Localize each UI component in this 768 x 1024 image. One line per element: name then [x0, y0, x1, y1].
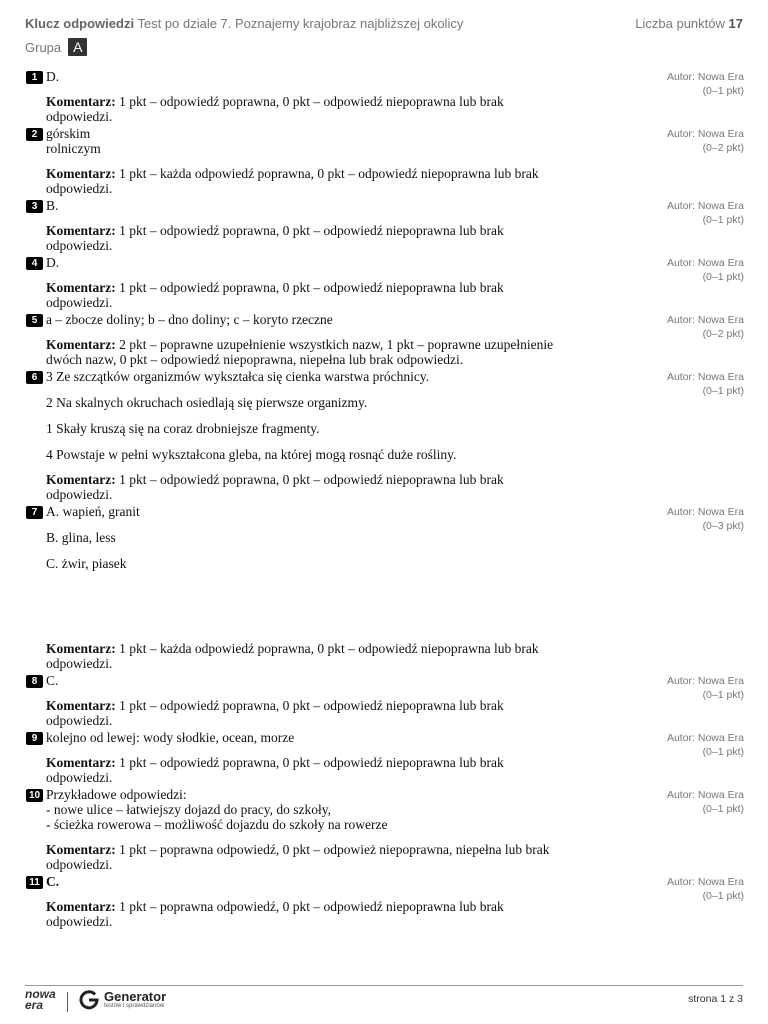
- question-item: [26, 673, 744, 728]
- question-item: [26, 69, 744, 124]
- comment: [46, 842, 556, 872]
- answer-list: [26, 69, 744, 931]
- points-range: (0–2 pkt): [702, 328, 744, 340]
- question-number: 8: [26, 675, 43, 688]
- author-info: [667, 70, 744, 98]
- answer: [46, 874, 59, 889]
- comment-text: 1 pkt – każda odpowiedź poprawna, 0 pkt – odpowiedź niepoprawna lub brak odpowiedzi.: [46, 166, 539, 196]
- comment-label: Komentarz:: [46, 223, 116, 238]
- points-range: (0–1 pkt): [702, 746, 744, 758]
- answer-key-label: Klucz odpowiedzi: [25, 16, 135, 31]
- comment: [46, 698, 556, 728]
- answer: [46, 255, 59, 270]
- comment-label: Komentarz:: [46, 641, 116, 656]
- group: [25, 38, 743, 56]
- answer-line: 3 Ze szczątków organizmów wykształca się cienka warstwa próchnicy.: [46, 369, 430, 384]
- author: Autor: Nowa Era: [666, 128, 744, 140]
- points-range: (0–3 pkt): [702, 520, 744, 532]
- answer-line: - nowe ulice – łatwiejszy dojazd do pracy, do szkoły,: [46, 802, 332, 817]
- answer-line: rolniczym: [46, 141, 101, 156]
- comment-text: 1 pkt – poprawna odpowiedź, 0 pkt – odpowiedź niepoprawna lub brak odpowiedzi.: [46, 899, 504, 929]
- author-info: [667, 731, 744, 759]
- comment-text: 1 pkt – odpowiedź poprawna, 0 pkt – odpowiedź niepoprawna lub brak odpowiedzi.: [46, 223, 504, 253]
- comment: [46, 223, 556, 253]
- author: Autor: Nowa Era: [666, 71, 744, 83]
- author: Autor: Nowa Era: [666, 876, 744, 888]
- points-range: (0–1 pkt): [702, 214, 744, 226]
- question-number: 1: [26, 71, 43, 84]
- comment: [46, 755, 556, 785]
- points-range: (0–1 pkt): [702, 271, 744, 283]
- comment-label: Komentarz:: [46, 472, 116, 487]
- answer-line: D.: [46, 69, 60, 84]
- answer: [46, 126, 101, 156]
- comment-label: Komentarz:: [46, 166, 116, 181]
- answer: [46, 198, 58, 213]
- question-number: 10: [26, 789, 43, 802]
- question-number: 2: [26, 128, 43, 141]
- comment-text: 1 pkt – odpowiedź poprawna, 0 pkt – odpowiedź niepoprawna lub brak odpowiedzi.: [46, 755, 504, 785]
- author: Autor: Nowa Era: [666, 789, 744, 801]
- question-item: [26, 369, 744, 502]
- question-number: 5: [26, 314, 43, 327]
- points-range: (0–1 pkt): [702, 689, 744, 701]
- comment: [46, 472, 556, 502]
- question-number: 4: [26, 257, 43, 270]
- footer-divider: [25, 985, 743, 986]
- question-number: 3: [26, 200, 43, 213]
- points-range: (0–2 pkt): [702, 142, 744, 154]
- comment-label: Komentarz:: [46, 698, 116, 713]
- comment-text: 1 pkt – odpowiedź poprawna, 0 pkt – odpowiedź niepoprawna lub brak odpowiedzi.: [46, 280, 504, 310]
- answer: [46, 787, 388, 832]
- author-info: [667, 875, 744, 903]
- answer-line: B. glina, less: [46, 530, 116, 545]
- answer-line: górskim: [46, 126, 91, 141]
- comment: [46, 280, 556, 310]
- answer-line: kolejno od lewej: wody słodkie, ocean, morze: [46, 730, 295, 745]
- answer: [46, 369, 456, 462]
- comment-label: Komentarz:: [46, 337, 116, 352]
- answer: [46, 730, 294, 745]
- comment: [46, 899, 556, 929]
- question-item: [26, 787, 744, 872]
- points-range: (0–1 pkt): [702, 803, 744, 815]
- answer: [46, 673, 58, 688]
- question-item: [26, 312, 744, 367]
- answer-line: A. wapień, granit: [46, 504, 140, 519]
- answer-line: 4 Powstaje w pełni wykształcona gleba, na której mogą rosnąć duże rośliny.: [46, 447, 457, 462]
- author-info: [667, 199, 744, 227]
- comment-label: Komentarz:: [46, 842, 116, 857]
- comment-label: Komentarz:: [46, 280, 116, 295]
- comment: [46, 94, 556, 124]
- comment-label: Komentarz:: [46, 94, 116, 109]
- author: Autor: Nowa Era: [666, 371, 744, 383]
- comment: [46, 641, 556, 671]
- answer: [46, 504, 140, 571]
- page-header: [25, 16, 743, 56]
- question-item: [26, 126, 744, 196]
- question-item: [26, 874, 744, 929]
- generator-name: Generator: [104, 989, 167, 1004]
- question-number: 7: [26, 506, 43, 519]
- question-item: [26, 198, 744, 253]
- answer-line: B.: [46, 198, 59, 213]
- author-info: [667, 313, 744, 341]
- comment-text: 1 pkt – odpowiedź poprawna, 0 pkt – odpowiedź niepoprawna lub brak odpowiedzi.: [46, 94, 504, 124]
- author-info: [667, 370, 744, 398]
- answer-line: 1 Skały kruszą się na coraz drobniejsze fragmenty.: [46, 421, 320, 436]
- question-item: [26, 730, 744, 785]
- group-label: Grupa: [25, 39, 62, 55]
- comment-text: 1 pkt – odpowiedź poprawna, 0 pkt – odpowiedź niepoprawna lub brak odpowiedzi.: [46, 698, 504, 728]
- answer-line: - ścieżka rowerowa – możliwość dojazdu do szkoły na rowerze: [46, 817, 388, 832]
- comment-label: Komentarz:: [46, 899, 116, 914]
- answer: [46, 312, 333, 327]
- question-number: 9: [26, 732, 43, 745]
- answer-line: C. żwir, piasek: [46, 556, 127, 571]
- author-info: [667, 674, 744, 702]
- author-info: [667, 256, 744, 284]
- answer-line: C.: [46, 673, 59, 688]
- comment-label: Komentarz:: [46, 755, 116, 770]
- author: Autor: Nowa Era: [666, 506, 744, 518]
- page-number: strona 1 z 3: [688, 993, 743, 1005]
- answer-line: Przykładowe odpowiedzi:: [46, 787, 187, 802]
- generator-g-icon: [78, 989, 100, 1011]
- answer-line: a – zbocze doliny; b – dno doliny; c – koryto rzeczne: [46, 312, 333, 327]
- points-range: (0–1 pkt): [702, 385, 744, 397]
- question-number: 11: [26, 876, 43, 889]
- nowa-era-logo: nowa era: [25, 987, 56, 1012]
- author-info: [667, 788, 744, 816]
- author-info: [667, 505, 744, 533]
- comment: [46, 337, 556, 367]
- author: Autor: Nowa Era: [666, 314, 744, 326]
- total-points: Liczba punktów 17: [635, 16, 743, 31]
- author-info: [667, 127, 744, 155]
- points-range: (0–1 pkt): [702, 890, 744, 902]
- comment-text: 1 pkt – poprawna odpowiedź, 0 pkt – odpowież niepoprawna, niepełna lub brak odpowiedzi.: [46, 842, 550, 872]
- logo-separator: [67, 992, 68, 1012]
- answer: [46, 69, 59, 84]
- generator-subtitle: testów i sprawdzianów: [104, 1003, 165, 1009]
- test-name: Test po dziale 7. Poznajemy krajobraz najbliższej okolicy: [137, 16, 464, 31]
- points-range: (0–1 pkt): [702, 85, 744, 97]
- answer-line: C.: [46, 874, 60, 889]
- author: Autor: Nowa Era: [666, 675, 744, 687]
- question-item: [26, 255, 744, 310]
- comment: [46, 166, 556, 196]
- group-badge: A: [68, 38, 87, 56]
- author: Autor: Nowa Era: [666, 200, 744, 212]
- question-number: 6: [26, 371, 43, 384]
- generator-logo: [78, 989, 166, 1011]
- comment-text: 1 pkt – odpowiedź poprawna, 0 pkt – odpowiedź niepoprawna lub brak odpowiedzi.: [46, 472, 504, 502]
- answer-line: D.: [46, 255, 60, 270]
- question-item: [26, 504, 744, 671]
- comment-text: 1 pkt – każda odpowiedź poprawna, 0 pkt – odpowiedź niepoprawna lub brak odpowiedzi.: [46, 641, 539, 671]
- author: Autor: Nowa Era: [666, 257, 744, 269]
- comment-text: 2 pkt – poprawne uzupełnienie wszystkich nazw, 1 pkt – poprawne uzupełnienie dwóch nazw, 0 pkt – odpowiedź niepoprawna, niepełna lub brak odpowiedzi.: [46, 337, 554, 367]
- author: Autor: Nowa Era: [666, 732, 744, 744]
- answer-line: 2 Na skalnych okruchach osiedlają się pierwsze organizmy.: [46, 395, 368, 410]
